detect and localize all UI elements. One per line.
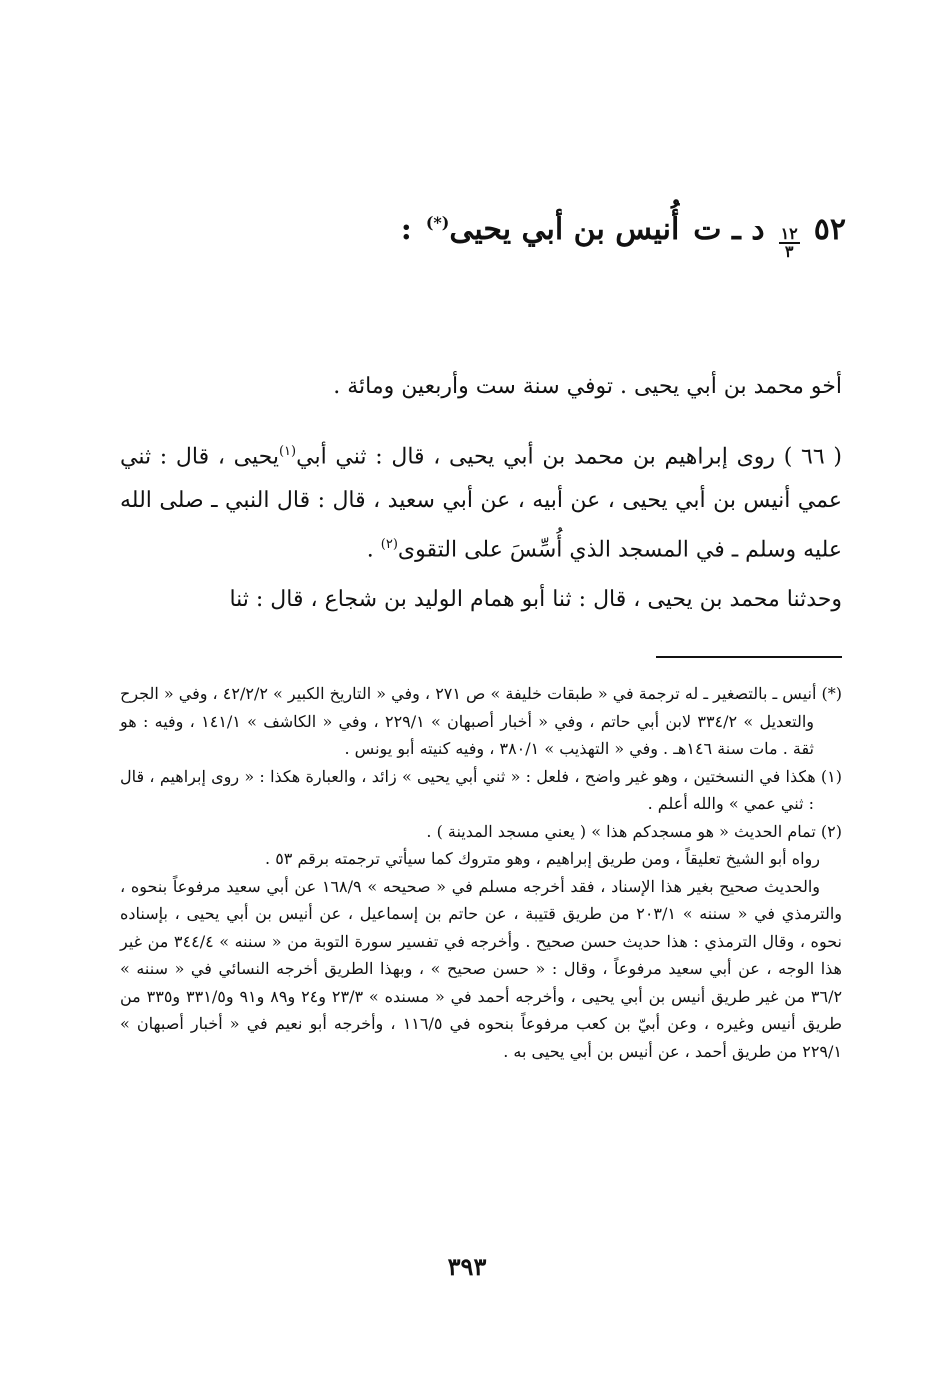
paragraph-intro [120, 365, 842, 409]
footnote-2: (٢) تمام الحديث « هو مسجدكم هذا » ( يعني مسجد المدينة ) . [426, 821, 842, 841]
hadith-end: . [366, 537, 381, 563]
entry-marker: (*) [425, 213, 450, 232]
footnote-2-para-b: والحديث صحيح بغير هذا الإسناد ، فقد أخرجه مسلم في « صحيحه » ١٦٨/٩ عن أبي سعيد مرفوعاً بنحوه ، والترمذي في « سننه » ٢٠٣/١ من طريق قتيبة ، عن حاتم بن إسماعيل ، عن أنيس بن أبي يحيى ، بإسناده نحوه ، وقال الترمذي : هذا حديث حسن صحيح . وأخرجه في تفسير سورة التوبة من « سننه » ٣٤٤/٤ من غير هذا الوجه ، عن أبي سعيد مرفوعاً ، وقال : « حسن صحيح » ، وبهذا الطريق أخرجه النسائي في « سننه » ٣٦/٢ من غير طريق أنيس بن أبي يحيى ، وأخرجه أحمد في « مسنده » ٢٣/٣ و٢٤ و٨٩ و٩١ و٣٣١/٥ و٣٣٥ من طريق أنيس وغيره ، وعن أبيّ بن كعب مرفوعاً بنحوه في ١١٦/٥ ، وأخرجه أبو نعيم في « أخبار أصبهان » ٢٢٩/١ من طريق أحمد ، عن أنيس بن أبي يحيى به . [120, 876, 843, 1061]
footnote-2-para-a: رواه أبو الشيخ تعليقاً ، ومن طريق إبراهيم ، وهو متروك كما سيأتي ترجمته برقم ٥٣ . [265, 849, 820, 868]
paragraph-intro-text: أخو محمد بن أبي يحيى . توفي سنة ست وأربعين ومائة . [333, 374, 842, 399]
entry-number: ٥٢ [813, 212, 846, 247]
paragraph-continuation [120, 578, 842, 622]
footnote-ref-1: (١) [278, 444, 297, 459]
paragraph-continuation-text: وحدثنا محمد بن يحيى ، قال : ثنا أبو همام الوليد بن شجاع ، قال : ثنا [229, 587, 842, 612]
hadith-part-a: ( ٦٦ ) روى إبراهيم بن محمد بن أبي يحيى ، قال : ثني أبي [296, 444, 842, 470]
paragraph-hadith-text [120, 430, 842, 573]
fraction-numerator: ١٢ [780, 224, 798, 243]
footnote-divider [656, 656, 842, 658]
footnote-1: (١) هكذا في النسختين ، وهو غير واضح ، فلعل : « ثني أبي يحيى » زائد ، والعبارة هكذا : « روى إبراهيم ، قال : ثني عمي » والله أعلم . [120, 766, 842, 813]
entry-symbols: د ـ ت [693, 212, 765, 247]
entry-heading [300, 212, 846, 260]
entry-name-wrap [426, 212, 679, 247]
footnotes [120, 680, 842, 1065]
hadith-part-b: يحيى ، قال : ثني عمي أنيس بن أبي يحيى ، عن أبيه ، عن أبي سعيد ، قال : قال النبي ـ صلى الله عليه وسلم ـ في المسجد الذي أُسِّسَ على التقوى [120, 444, 842, 563]
entry-name: أُنيس بن أبي يحيى [449, 212, 680, 247]
footnote-star: (*) أنيس ـ بالتصغير ـ له ترجمة في « طبقات خليفة » ص ٢٧١ ، وفي « التاريخ الكبير » ٤٢/٢/٢ ، وفي « الجرح والتعديل » ٣٣٤/٢ لابن أبي حاتم ، وفي « أخبار أصبهان » ٢٢٩/١ ، وفي « الكاشف » ١٤١/١ ، وفيه : هو ثقة . مات سنة ١٤٦هـ . وفي « التهذيب » ٣٨٠/١ ، وفيه كنيته أبو يونس . [119, 684, 842, 758]
paragraph-hadith [120, 430, 842, 573]
fraction-denominator: ٣ [784, 242, 794, 261]
page-number: ٣٩٣ [447, 1252, 487, 1281]
entry-fraction [779, 226, 800, 260]
entry-colon: : [400, 212, 412, 247]
footnote-ref-2: (٢) [380, 537, 398, 553]
